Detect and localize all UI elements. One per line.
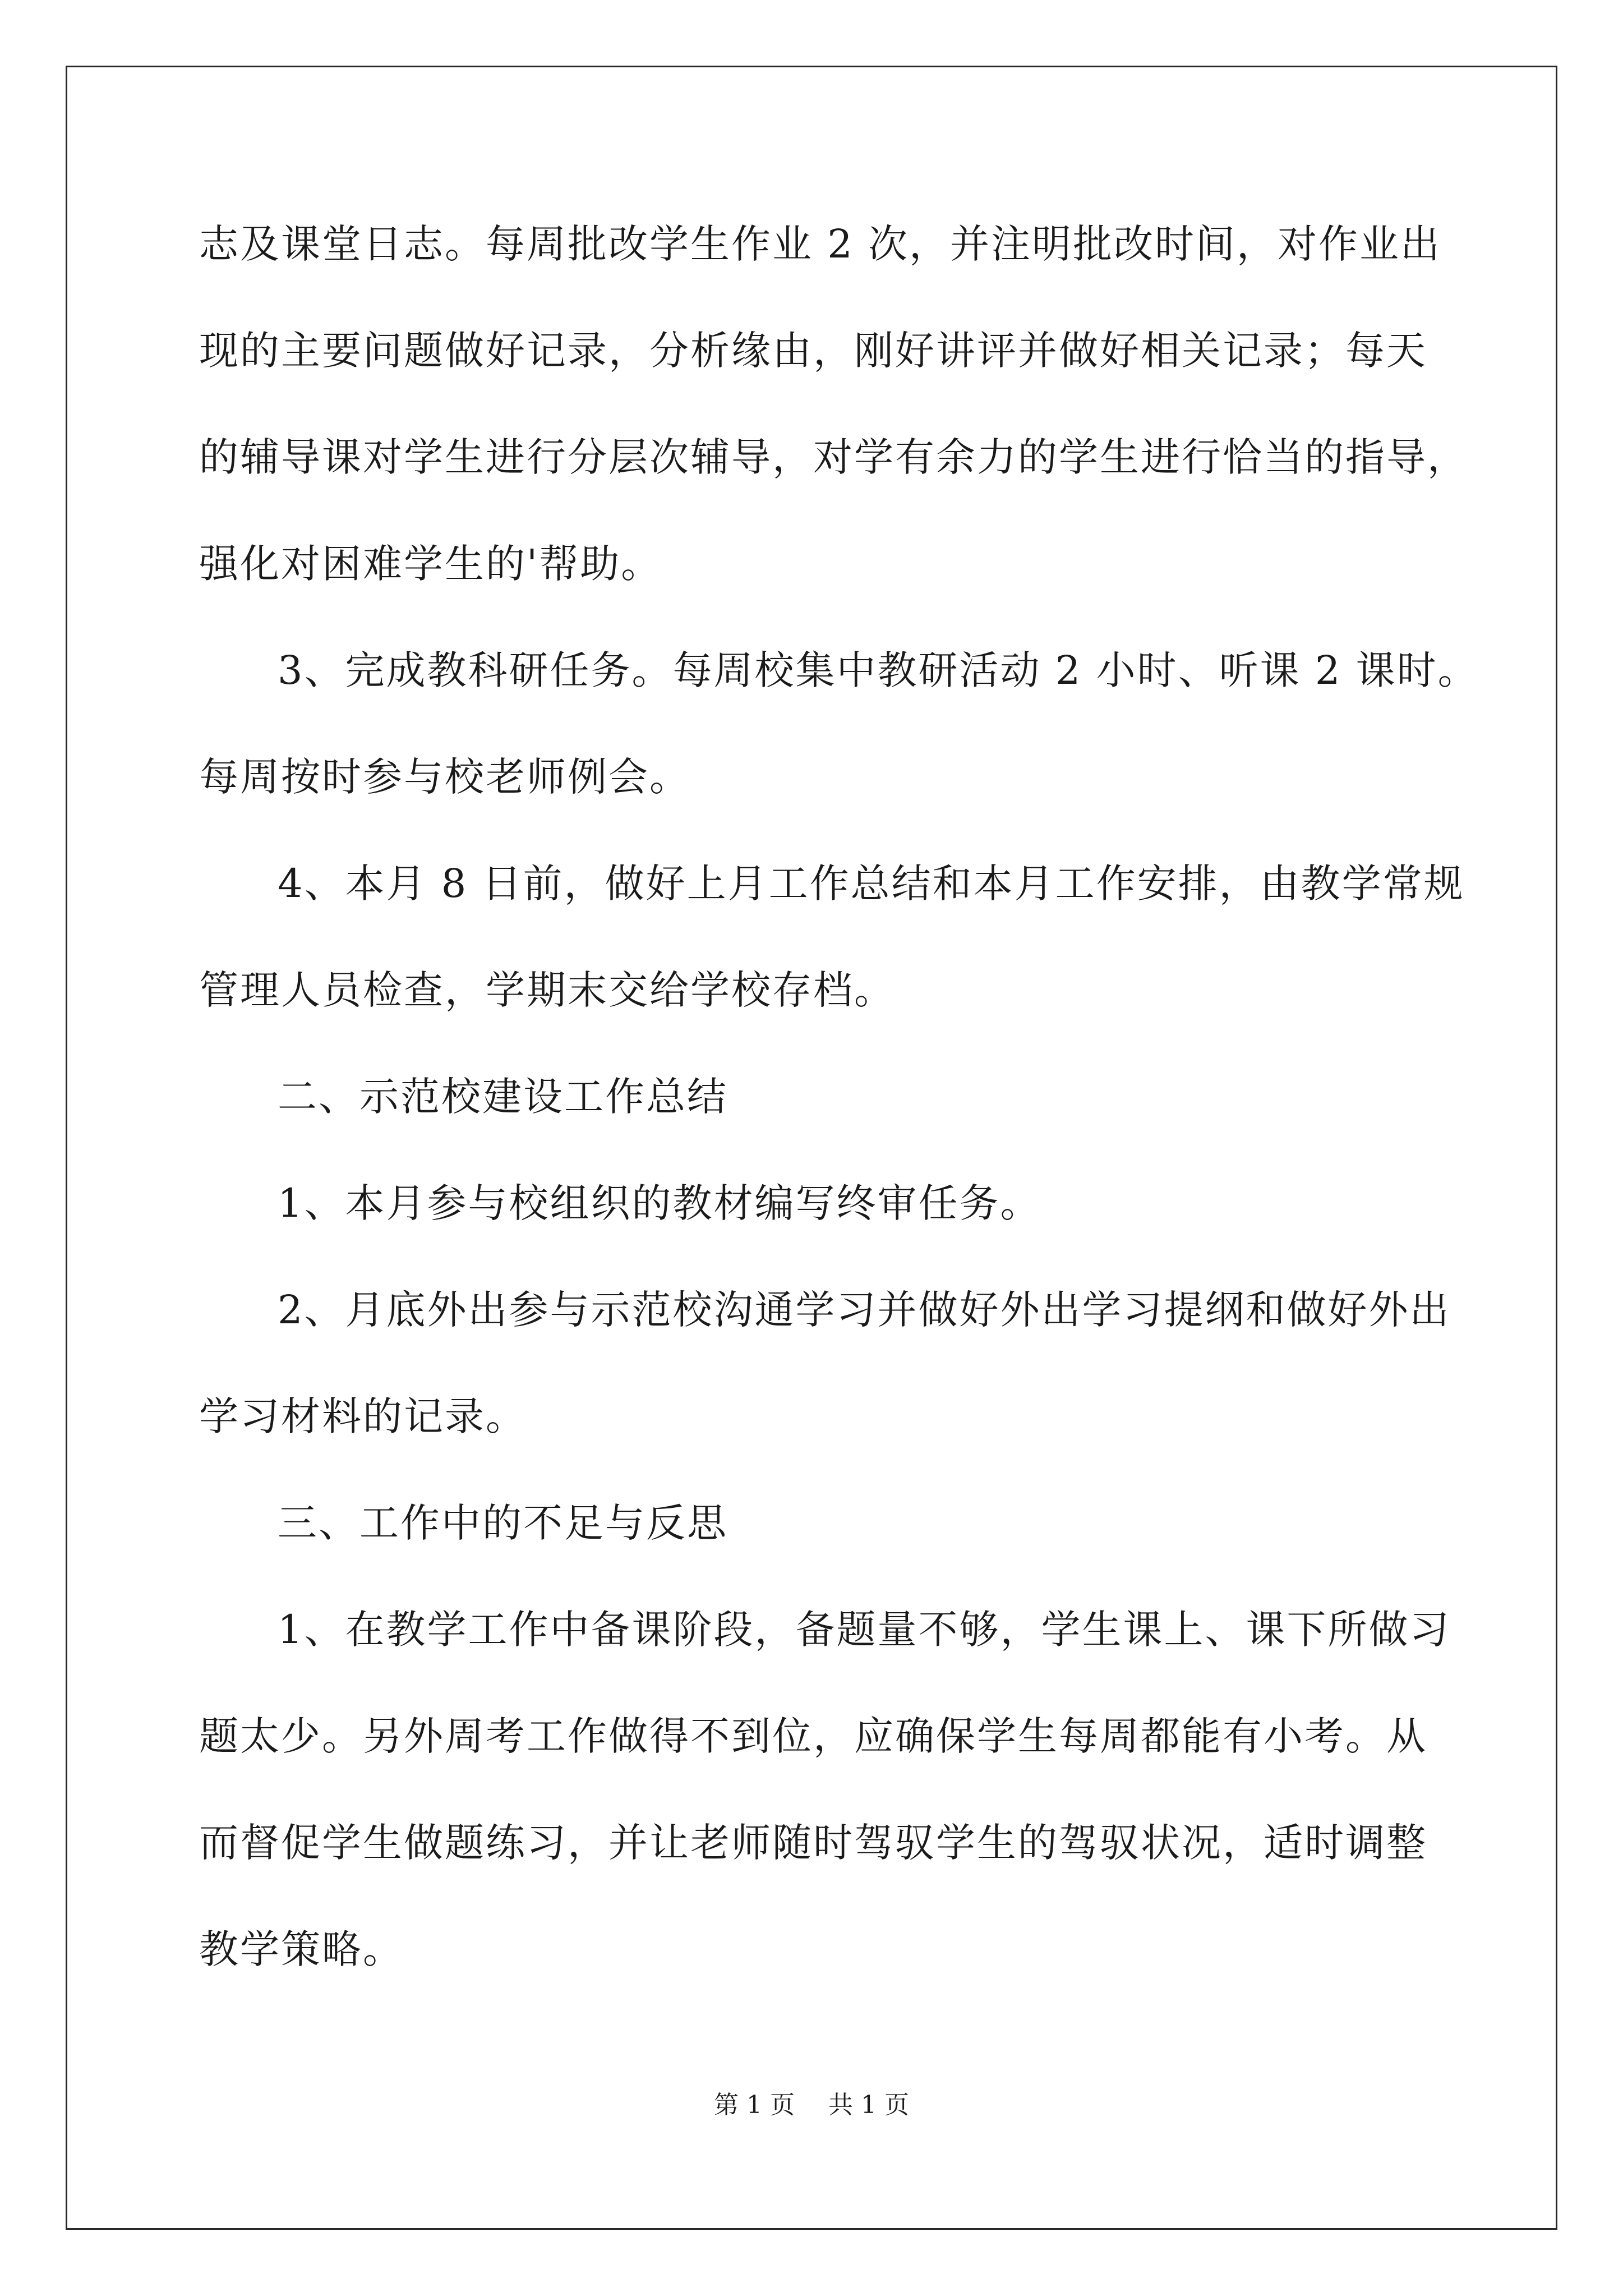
text-line: 2、月底外出参与示范校沟通学习并做好外出学习提纲和做好外出	[278, 1287, 1451, 1333]
text-line: 4、本月 8 日前，做好上月工作总结和本月工作安排，由教学常规	[278, 861, 1465, 907]
text-line: 教学策略。	[199, 1926, 404, 1972]
page-footer	[0, 2091, 1623, 2119]
text-line: 而督促学生做题练习，并让老师随时驾驭学生的驾驭状况，适时调整	[199, 1820, 1427, 1866]
text-line: 管理人员检查，学期末交给学校存档。	[199, 967, 895, 1013]
document-body	[199, 221, 1479, 2033]
page-total: 共 1 页	[828, 2091, 909, 2119]
section-heading: 三、工作中的不足与反思	[278, 1500, 728, 1546]
text-line: 每周按时参与校老师例会。	[199, 754, 690, 800]
section-heading: 二、示范校建设工作总结	[278, 1074, 728, 1120]
text-line: 1、在教学工作中备课阶段，备题量不够，学生课上、课下所做习	[278, 1607, 1451, 1653]
page-number: 第 1 页	[714, 2091, 795, 2119]
text-line: 题太少。另外周考工作做得不到位，应确保学生每周都能有小考。从	[199, 1713, 1427, 1759]
text-line: 的辅导课对学生进行分层次辅导，对学有余力的学生进行恰当的指导，	[199, 434, 1468, 480]
text-line: 强化对困难学生的'帮助。	[199, 541, 662, 587]
text-line: 1、本月参与校组织的教材编写终审任务。	[278, 1180, 1041, 1226]
text-line: 3、完成教科研任务。每周校集中教研活动 2 小时、听课 2 课时。	[278, 647, 1479, 693]
text-line: 学习材料的记录。	[199, 1393, 527, 1439]
text-line: 志及课堂日志。每周批改学生作业 2 次，并注明批改时间，对作业出	[199, 221, 1442, 267]
text-line: 现的主要问题做好记录，分析缘由，刚好讲评并做好相关记录；每天	[199, 328, 1427, 374]
